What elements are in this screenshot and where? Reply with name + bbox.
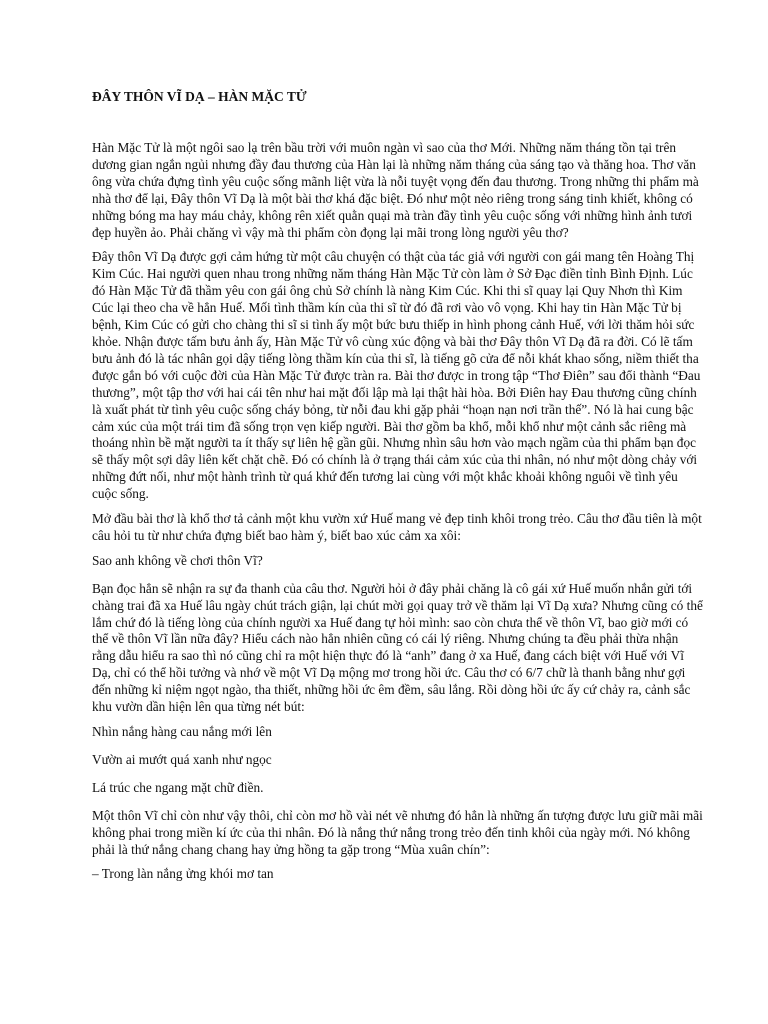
verse-line: Nhìn nắng hàng cau nắng mới lên — [92, 724, 272, 739]
paragraph: Mở đầu bài thơ là khổ thơ tả cảnh một khu vườn xứ Huế mang vẻ đẹp tinh khôi trong trẻo. Câu thơ đầu tiên là một câu hỏi tu từ như chứa đựng biết bao hàm ý, biết bao xúc cảm xa xôi: — [92, 511, 702, 543]
paragraph: Một thôn Vĩ chỉ còn như vậy thôi, chỉ còn mơ hồ vài nét vẽ nhưng đó hẳn là những ấn tượng được lưu giữ mãi mãi không phai trong miền kí ức của thi nhân. Đó là nắng thứ nắng trong trẻo đến tinh khôi của ngày mới. Nó không phải là thứ nắng chang chang hay ửng hồng ta gặp trong “Mùa xuân chín”: — [92, 807, 703, 857]
document-page — [92, 88, 704, 894]
paragraph: Bạn đọc hẳn sẽ nhận ra sự đa thanh của câu thơ. Người hỏi ở đây phải chăng là cô gái xứ Huế muốn nhắn gửi tới chàng trai đã xa Huế lâu ngày chút trách giận, lại chút mời gọi quay trở về thăm lại Vĩ Dạ xưa? Nhưng cũng có thể lắm chứ đó là tiếng lòng của chính người xa Huế đang tự hỏi mình: sao còn chưa thể về thôn Vĩ, bao giờ mới có thể về thôn Vĩ lần nữa đây? Hiểu cách nào hẳn nhiên cũng có cái lý riêng. Nhưng chúng ta đều phải thừa nhận rằng dẫu hiểu ra sao thì nó cũng chỉ ra một hiện thực đó là “anh” đang ở xa Huế, đang cách biệt với Huế với Vĩ Dạ, chỉ có thể hồi tưởng và nhớ về một Vĩ Dạ mộng mơ trong hồi ức. Câu thơ có 6/7 chữ là thanh bằng như gợi đến những kỉ niệm ngọt ngào, tha thiết, những hồi ức êm đềm, sâu lắng. Rồi dòng hồi ức ấy cứ chảy ra, cảnh sắc khu vườn dần hiện lên qua từng nét bút: — [92, 580, 703, 715]
document-body — [92, 140, 704, 883]
verse-line: Sao anh không về chơi thôn Vĩ? — [92, 552, 263, 568]
document-title: ĐÂY THÔN VĨ DẠ – HÀN MẶC TỬ — [92, 89, 307, 104]
paragraph: Hàn Mặc Tử là một ngôi sao lạ trên bầu trời với muôn ngàn vì sao của thơ Mới. Những năm tháng tồn tại trên dương gian ngắn ngủi nhưng đầy đau thương của Hàn lại là những năm tháng của sáng tạo và thăng hoa. Thơ văn ông vừa chứa đựng tình yêu cuộc sống mãnh liệt vừa là nỗi tuyệt vọng đến đau thương. Trong những thi phẩm mà nhà thơ để lại, Đây thôn Vĩ Dạ là một bài thơ khá đặc biệt. Đó như một nẻo riêng trong sáng tinh khiết, không có những bóng ma hay máu chảy, không rên xiết quằn quại mà tràn đầy tình yêu cuộc sống với những hình ảnh tươi đẹp huyền ảo. Phải chăng vì vậy mà thi phẩm còn đọng lại mãi trong lòng người yêu thơ? — [92, 140, 699, 240]
verse-line: Lá trúc che ngang mặt chữ điền. — [92, 779, 264, 795]
verse-line: Vườn ai mướt quá xanh như ngọc — [92, 751, 272, 767]
paragraph: Đây thôn Vĩ Dạ được gợi cảm hứng từ một câu chuyện có thật của tác giả với người con gái mang tên Hoàng Thị Kim Cúc. Hai người quen nhau trong những năm tháng Hàn Mặc Tử còn làm ở Sở Đạc điền tỉnh Bình Định. Lúc đó Hàn Mặc Tử đã thầm yêu con gái ông chủ Sở chính là nàng Kim Cúc. Khi thi sĩ quay lại Quy Nhơn thì Kim Cúc lại theo cha về hẳn Huế. Mối tình thầm kín của thi sĩ từ đó đã rơi vào vô vọng. Khi hay tin Hàn Mặc Tử bị bệnh, Kim Cúc có gửi cho chàng thi sĩ si tình ấy một bức bưu thiếp in hình phong cảnh Huế, với lời thăm hỏi sức khỏe. Nhận được tấm bưu ảnh ấy, Hàn Mặc Tử vô cùng xúc động và bài thơ Đây thôn Vĩ Dạ đã ra đời. Có lẽ tấm bưu ảnh đó là tác nhân gọi dậy tiếng lòng thầm kín của thi sĩ, là tiếng gõ cửa để nỗi khát khao sống, niềm thiết tha được gắn bó với cuộc đời của Hàn Mặc Tử được tràn ra. Bài thơ được in trong tập “Thơ Điên” sau đổi thành “Đau thương”, một tập thơ với hai cái tên như hai mặt đối lập mà lại thật hài hòa. Bởi Điên hay Đau thương cũng chính là xuất phát từ tình yêu cuộc sống cháy bỏng, từ nỗi đau khi gặp phải “hoạn nạn nơi trần thế”. Nó là hai cung bậc cảm xúc của một trái tim đã sống trọn vẹn kiếp người. Bài thơ gồm ba khổ, mỗi khổ như một cảnh sắc riêng mà thoáng nhìn bề mặt người ta ít thấy sự liên hệ gần gũi. Nhưng nhìn sâu hơn vào mạch ngầm của thi phẩm bạn đọc sẽ thấy một sợi dây liên kết chặt chẽ. Đó có chính là ở trạng thái cảm xúc của thi nhân, nó như một dòng chảy với những đứt nối, như một hành trình từ quá khứ đến tương lai cùng với một khắc khoải không nguôi về tình yêu cuộc sống. — [92, 249, 701, 502]
verse-line: – Trong làn nắng ửng khói mơ tan — [92, 866, 274, 882]
